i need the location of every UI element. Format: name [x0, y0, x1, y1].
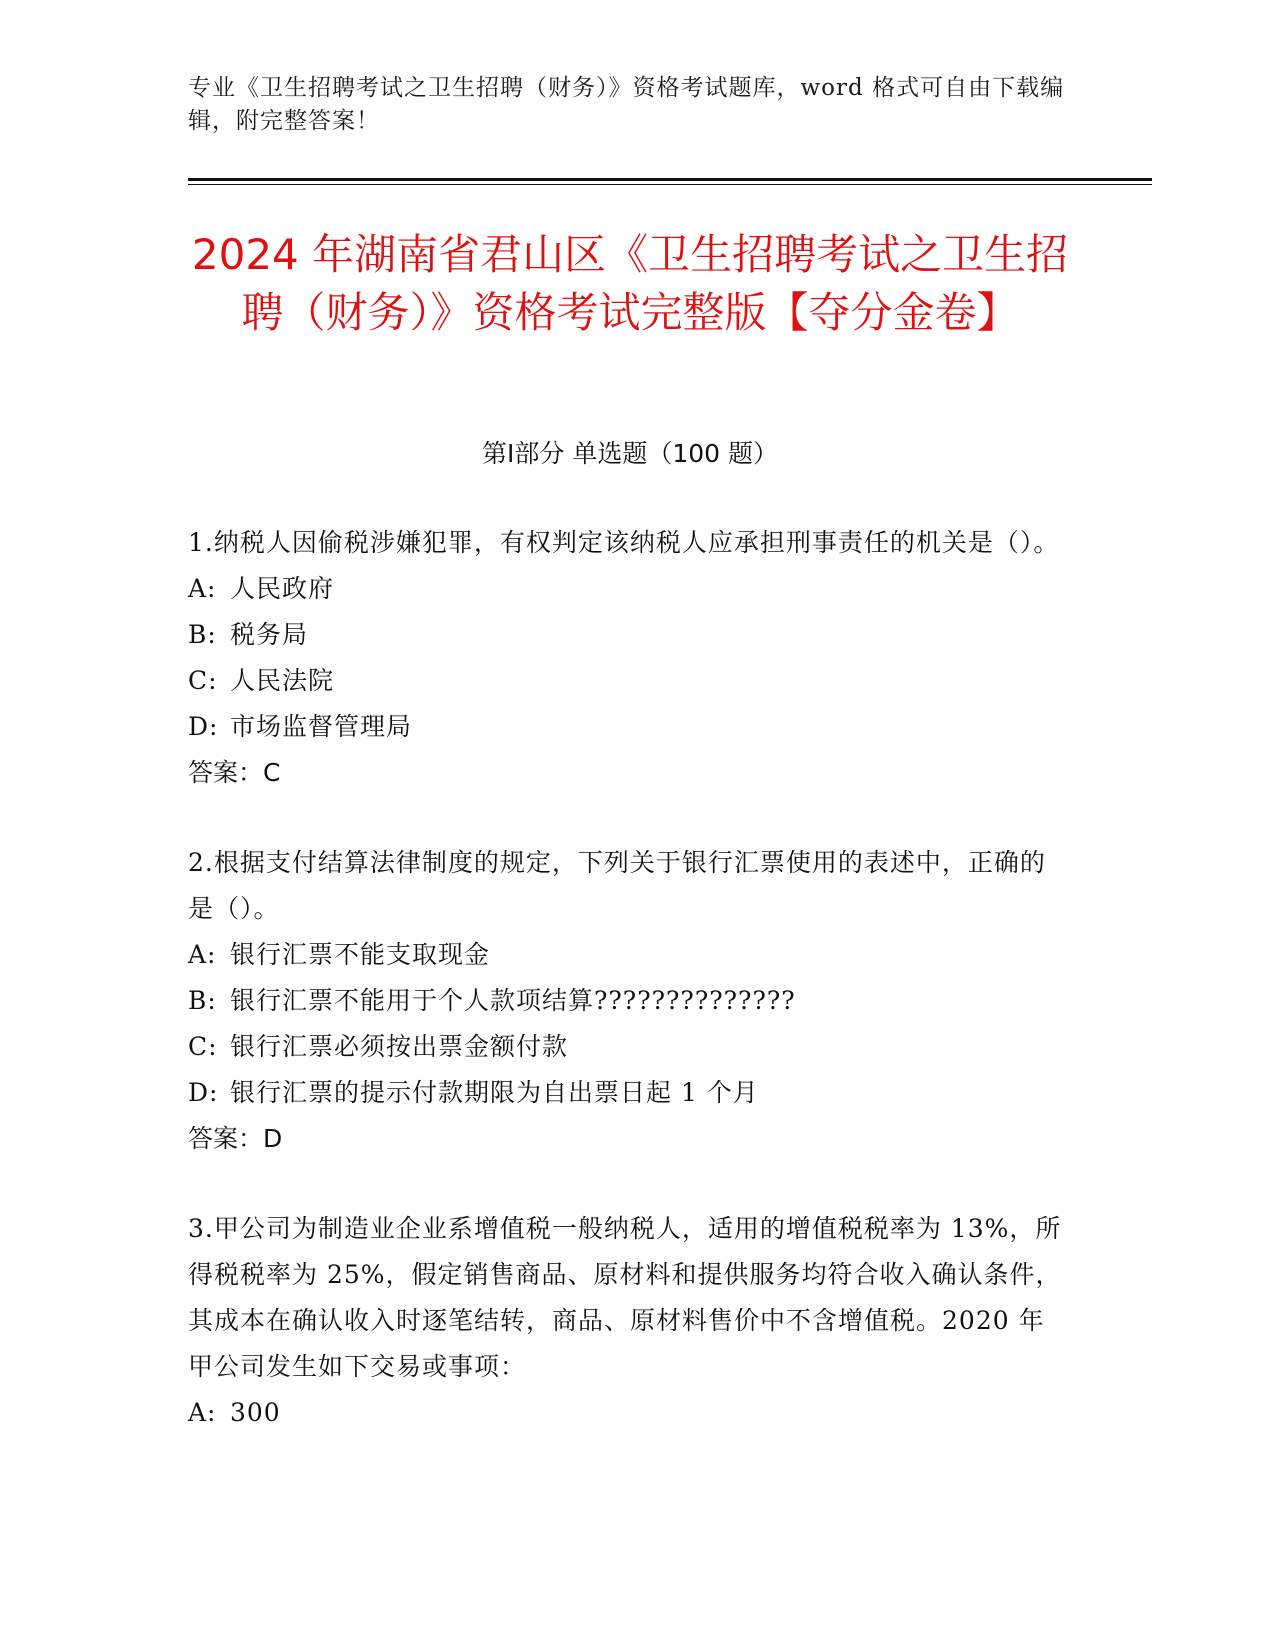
option-a [188, 932, 1068, 978]
option-letter: B: [188, 986, 217, 1015]
option-text: 人民政府 [230, 574, 335, 603]
option-letter: D: [188, 1078, 219, 1107]
question-1 [188, 520, 1068, 796]
option-text: 银行汇票必须按出票金额付款 [230, 1032, 569, 1061]
option-text: 银行汇票不能支取现金 [230, 940, 491, 969]
option-text: 市场监督管理局 [230, 712, 413, 741]
option-a [188, 566, 1068, 612]
section-title: 第Ⅰ部分 单选题（100 题） [482, 439, 778, 468]
header-rule-thick [188, 178, 1152, 181]
option-text: 银行汇票的提示付款期限为自出票日起 1 个月 [230, 1078, 759, 1107]
option-text: 人民法院 [230, 666, 335, 695]
option-b [188, 978, 1068, 1024]
question-stem: 1.纳税人因偷税涉嫌犯罪，有权判定该纳税人应承担刑事责任的机关是（）。 [188, 528, 1060, 557]
header-rule-thin [188, 184, 1152, 185]
option-text: 税务局 [230, 620, 309, 649]
answer-label: 答案：D [188, 1124, 283, 1153]
question-2 [188, 840, 1068, 1162]
option-a [188, 1390, 1068, 1436]
option-text: 300 [230, 1398, 281, 1427]
answer-label: 答案：C [188, 758, 281, 787]
document-title: 2024 年湖南省君山区《卫生招聘考试之卫生招聘（财务）》资格考试完整版【夺分金卷】 [191, 230, 1069, 337]
option-letter: B: [188, 620, 217, 649]
header-note: 专业《卫生招聘考试之卫生招聘（财务）》资格考试题库，word 格式可自由下载编辑，附完整答案！ [188, 75, 1065, 134]
option-b [188, 612, 1068, 658]
option-letter: C: [188, 666, 218, 695]
question-stem: 2.根据支付结算法律制度的规定，下列关于银行汇票使用的表述中，正确的是（）。 [188, 848, 1046, 923]
option-c [188, 658, 1068, 704]
option-letter: A: [188, 1398, 217, 1427]
option-letter: D: [188, 712, 219, 741]
question-list [188, 520, 1068, 1480]
option-c [188, 1024, 1068, 1070]
question-stem: 3.甲公司为制造业企业系增值税一般纳税人，适用的增值税税率为 13%，所得税税率为 25%，假定销售商品、原材料和提供服务均符合收入确认条件，其成本在确认收入时逐笔结转，商品、原材料售价中不含增值税。2020 年甲公司发生如下交易或事项： [188, 1214, 1062, 1381]
option-d [188, 704, 1068, 750]
option-letter: A: [188, 574, 217, 603]
option-text: 银行汇票不能用于个人款项结算?????????????? [230, 986, 796, 1015]
option-letter: C: [188, 1032, 218, 1061]
option-letter: A: [188, 940, 217, 969]
question-3 [188, 1206, 1068, 1436]
option-d [188, 1070, 1068, 1116]
